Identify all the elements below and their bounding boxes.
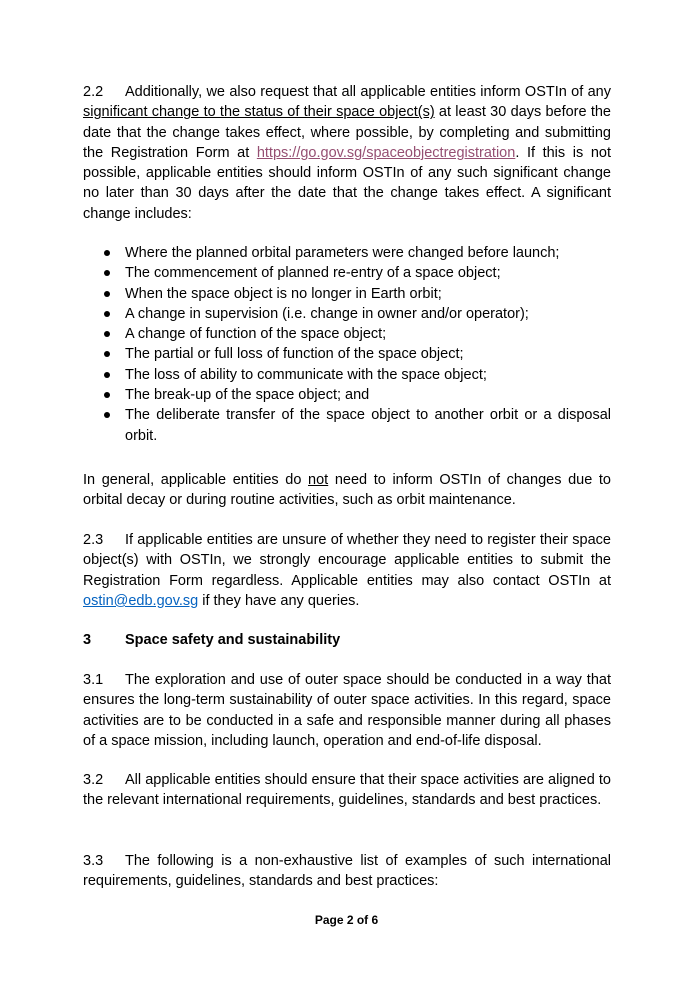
general-paragraph — [83, 470, 611, 511]
paragraph-3-3 — [83, 851, 611, 892]
list-item-text: The loss of ability to communicate with the space object; — [125, 366, 487, 383]
paragraph-text: All applicable entities should ensure that their space activities are aligned to the relevant international requirements, guidelines, standards and best practices. — [83, 772, 611, 809]
list-item-text: The partial or full loss of function of the space object; — [125, 346, 464, 363]
list-item — [83, 405, 611, 446]
list-item-text: When the space object is no longer in Earth orbit; — [125, 285, 442, 302]
section-title: Space safety and sustainability — [125, 632, 341, 648]
paragraph-number: 3.3 — [83, 853, 104, 869]
paragraph-3-2 — [83, 770, 611, 811]
bullet-icon — [104, 270, 110, 276]
bullet-icon — [104, 291, 110, 297]
paragraph-text: The following is a non-exhaustive list of examples of such international requirements, guidelines, standards and best practices: — [83, 853, 611, 890]
significant-change-list — [83, 243, 611, 446]
paragraph-text: The exploration and use of outer space should be conducted in a way that ensures the long-term sustainability of outer space activities. In this regard, space activities are to be conducted in a safe and responsible manner during all phases of a space mission, including launch, operation and end-of-life disposal. — [83, 672, 611, 749]
paragraph-text: Additionally, we also request that all applicable entities inform OSTIn of any — [125, 84, 611, 100]
list-item — [83, 344, 611, 364]
bullet-icon — [104, 331, 110, 337]
list-item — [83, 365, 611, 385]
paragraph-text: if they have any queries. — [198, 592, 360, 609]
list-item-text: A change in supervision (i.e. change in owner and/or operator); — [125, 305, 529, 322]
paragraph-number: 2.3 — [83, 532, 104, 548]
underlined-text: not — [308, 472, 329, 488]
bullet-icon — [104, 392, 110, 398]
list-item — [83, 284, 611, 304]
paragraph-3-1 — [83, 670, 611, 751]
list-item-text: The break-up of the space object; and — [125, 387, 370, 404]
list-item-text: Where the planned orbital parameters were changed before launch; — [125, 245, 560, 261]
list-item — [83, 263, 611, 283]
paragraph-number: 3.1 — [83, 672, 104, 688]
list-item — [83, 324, 611, 344]
list-item — [83, 243, 611, 263]
email-link[interactable]: ostin@edb.gov.sg — [83, 592, 199, 609]
list-item-text: A change of function of the space object; — [125, 326, 387, 343]
bullet-icon — [104, 311, 110, 317]
paragraph-text: In general, applicable entities do — [83, 472, 309, 488]
underlined-text: significant change to the status of their space object(s) — [83, 104, 435, 121]
section-number: 3 — [83, 632, 92, 648]
paragraph-text: at least 30 days before the date that the change takes effect, where possible, by completing and submitting the Registration Form at — [83, 104, 611, 161]
bullet-icon — [104, 412, 110, 418]
list-item — [83, 385, 611, 405]
section-3-heading — [83, 630, 611, 650]
paragraph-text: If applicable entities are unsure of whether they need to register their space object(s) with OSTIn, we strongly encourage applicable entities to submit the Registration Form regardless. Applicable entities may also contact OSTIn at — [83, 532, 611, 589]
page-footer: Page 2 of 6 — [314, 913, 379, 927]
paragraph-text: . If this is not possible, applicable entities should inform OSTIn of any such significant change no later than 30 days after the date that the change takes effect. A significant change includes: — [83, 144, 611, 222]
registration-link[interactable]: https://go.gov.sg/spaceobjectregistration — [256, 144, 516, 161]
bullet-icon — [104, 351, 110, 357]
paragraph-2-2 — [83, 82, 611, 224]
list-item-text: The commencement of planned re-entry of a space object; — [125, 265, 501, 282]
bullet-icon — [104, 250, 110, 256]
list-item-text: The deliberate transfer of the space object to another orbit or a disposal orbit. — [125, 407, 611, 444]
paragraph-number: 3.2 — [83, 772, 104, 788]
list-item — [83, 304, 611, 324]
paragraph-text: need to inform OSTIn of changes due to orbital decay or during routine activities, such as orbit maintenance. — [83, 472, 611, 509]
bullet-icon — [104, 372, 110, 378]
paragraph-2-3 — [83, 530, 611, 611]
paragraph-number: 2.2 — [83, 84, 104, 100]
